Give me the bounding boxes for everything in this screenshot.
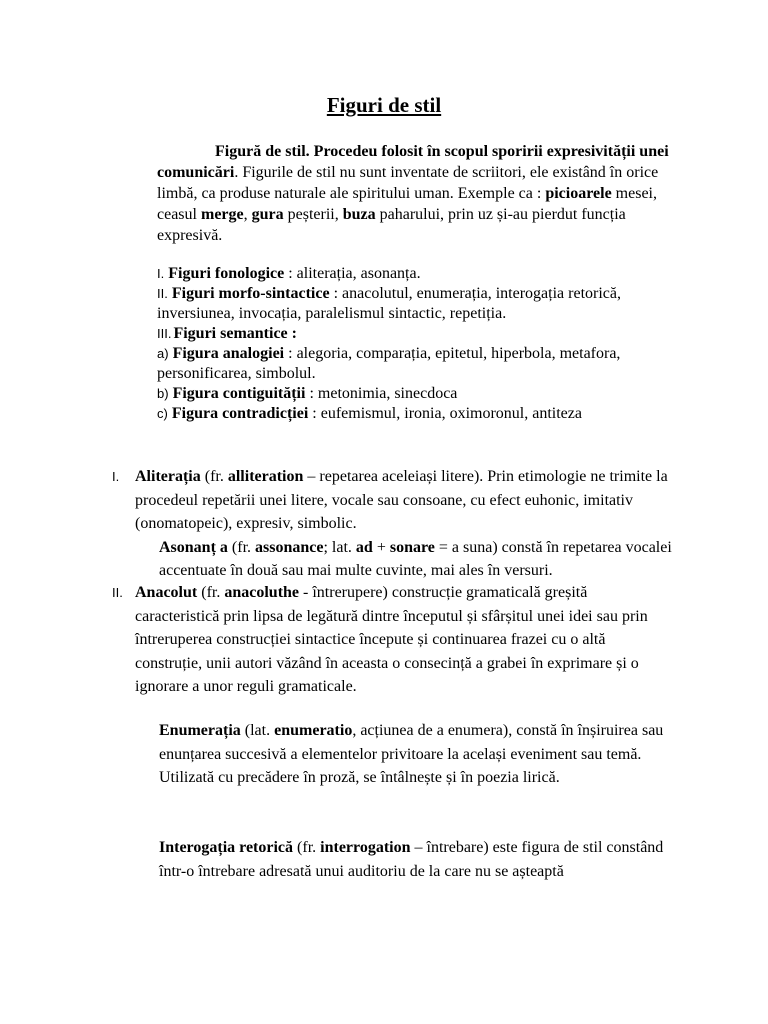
text: – întrebare) este figura de stil constând într-o întrebare adresată unui auditoriu de la care nu se așteaptă [159,839,664,880]
intro-definition: Procedeu folosit în scopul sporirii expresivității unei comunicări [157,143,669,181]
section-paragraph [135,465,674,536]
section-paragraph [135,581,674,699]
section-enumeratia [159,719,674,790]
list-heading: Figura contradicției [171,405,309,422]
section-paragraph [159,836,674,883]
intro-text: peșterii, [283,206,343,223]
list-text: : metonimia, sinecdoca [305,385,458,402]
term: Anacolut [135,584,198,601]
text: (lat. [240,722,275,739]
text: (fr. [227,538,256,556]
list-item [157,344,687,384]
section-aliteratia [135,465,674,583]
term: Enumerația [159,722,241,739]
section-paragraph [159,719,674,790]
section-anacolut [135,581,674,699]
list-text: : aliterația, asonanța. [284,265,421,282]
list-heading: Figuri morfo-sintactice [171,285,330,302]
list-item [157,384,687,404]
classification-list [157,264,687,424]
text: + [372,538,390,556]
list-marker: a) [157,346,169,361]
list-heading: Figuri semantice : [173,325,297,342]
list-item [157,264,687,284]
intro-term: Figură de stil. [215,143,310,160]
list-marker: III. [157,326,172,341]
list-heading: Figura analogiei [172,345,285,362]
section-interogatia [159,836,674,883]
list-marker: II. [157,286,168,301]
intro-text: , [243,206,252,223]
text: = a suna) constă în repetarea vocalei accentuate în două sau mai multe cuvinte, mai ales în versuri. [159,538,672,579]
list-text: : anacolutul, enumerația, interogația retorică, inversiunea, invocația, paralelismul sintactic, repetiția. [157,285,621,322]
section-marker: II. [112,585,123,600]
example-2: merge [200,206,244,223]
list-item [157,324,687,344]
text: ; lat. [323,538,356,556]
text: , acțiunea de a enumera), constă în înșiruirea sau enunțarea succesivă a elementelor privitoare la același eveniment sau temă. Utilizată cu precădere în proză, se întâlnește și în poezia lirică. [159,722,664,786]
intro-text: paharului, prin uz și-au pierdut funcția expresivă. [157,206,626,244]
example-1: picioarele [545,185,612,202]
term: Interogația retorică [159,839,294,856]
section-marker: I. [112,469,120,484]
text: - întrerupere) construcție gramaticală greșită caracteristică prin lipsa de legătură dintre începutul și sfârșitul unei idei sau prin întreruperea construcției sintactice începute și continuarea frazei cu o altă construție, unii autori văzând în aceasta o consecință a grabei în exprimare și o ignorare a unor reguli gramaticale. [135,584,648,695]
text: (fr. [200,468,228,485]
term: Asonanț a [159,538,228,556]
term-origin: sonare [389,538,435,556]
text: (fr. [293,839,321,856]
list-marker: I. [157,266,165,281]
list-text: : alegoria, comparația, epitetul, hiperbola, metafora, personificarea, simbolul. [157,345,621,382]
term-origin: enumeratio [274,722,353,739]
list-marker: b) [157,386,169,401]
term: Aliterația [135,468,201,485]
list-heading: Figuri fonologice [168,265,285,282]
example-3: gura [251,206,284,223]
text: – repetarea aceleiași litere). Prin etimologie ne trimite la procedeul repetării unei litere, vocale sau consoane, cu efect euhonic, imitativ (onomatopeic), expresiv, simbolic. [135,468,668,532]
intro-text: mesei, ceasul [157,185,657,223]
list-item [157,404,687,424]
section-paragraph [159,536,674,583]
intro-paragraph [157,141,687,246]
example-4: buza [342,206,376,223]
term-origin: assonance [255,538,324,556]
term-origin: alliteration [227,468,304,485]
intro-text: . Figurile de stil nu sunt inventate de scriitori, ele existând în orice limbă, ca produse naturale ale spiritului uman. Exemple ca : [157,164,659,202]
list-marker: c) [157,406,168,421]
term-origin: ad [355,538,373,556]
page-title: Figuri de stil [326,93,442,117]
list-item [157,284,687,324]
term-origin: anacoluthe [224,584,300,601]
list-text: : eufemismul, ironia, oximoronul, antiteza [308,405,582,422]
term-origin: interrogation [320,839,411,856]
list-heading: Figura contiguității [172,385,306,402]
text: (fr. [197,584,225,601]
